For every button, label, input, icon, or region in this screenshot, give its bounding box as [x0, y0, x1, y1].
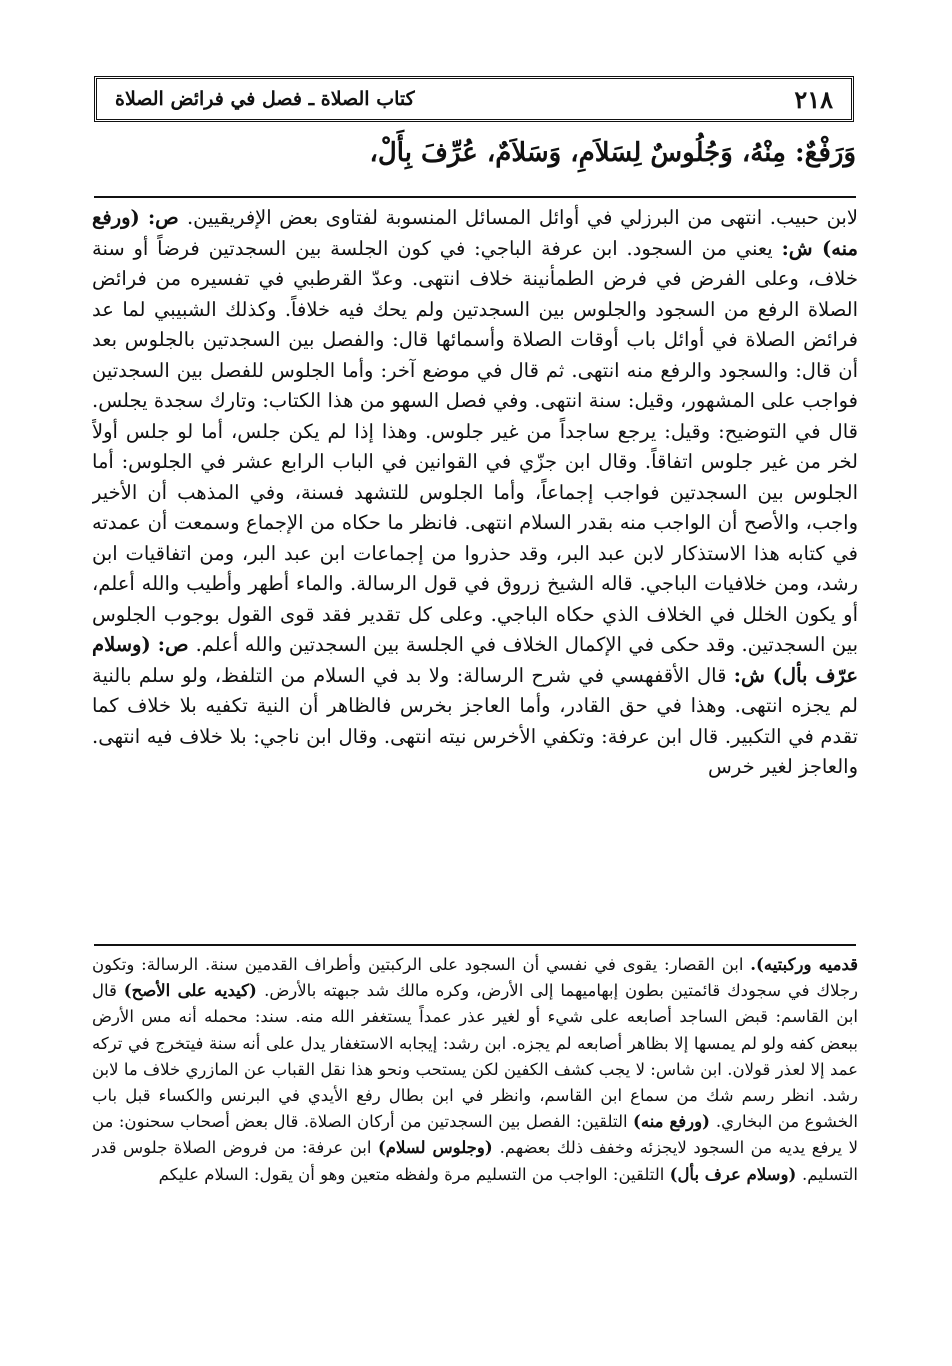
footnote-text: ابن عرفة: من فروض الصلاة جلوس قدر التسليم.	[92, 1138, 858, 1184]
footnote-heading: (ورفع منه)	[633, 1112, 716, 1132]
footnote-rule-divider	[94, 944, 856, 946]
footnote-paragraph	[92, 952, 858, 1188]
footnote-text: التلقين: الواجب من التسليم مرة ولفظه متعين وهو أن يقول: السلام عليكم	[158, 1164, 670, 1184]
footnotes	[92, 952, 858, 1342]
footnote-heading: (كيديه على الأصح)	[123, 981, 265, 1001]
commentary-paragraph	[92, 203, 858, 783]
footnote-text: ابن القصار: يقوى في نفسي أن السجود على الركبتين وأطراف القدمين سنة. الرسالة: وتكون رجلاك في سجودك قائمتين بطون إبهاميهما إلى الأرض، وكره مالك شد جبهته بالأرض.	[92, 955, 858, 1001]
footnote-heading: قدميه وركبتيه).	[750, 955, 858, 974]
top-rule-divider	[94, 196, 856, 198]
page-header	[94, 76, 854, 122]
running-title: كتاب الصلاة ـ فصل في فرائض الصلاة	[115, 88, 415, 110]
commentary-text: قال الأقفهسي في شرح الرسالة: ولا بد في السلام من التلفظ، ولو سلم بالنية لم يجزه انتهى. وهذا في حق القادر، وأما العاجز بخرس فالظاهر أن النية تكفيه بلا خلاف كما تقدم في التكبير. قال ابن عرفة: وتكفي الأخرس نيته انتهى. وقال ابن ناجي: بلا خلاف فيه انتهى. والعاجز لغير خرس	[92, 663, 858, 778]
page-number: ٢١٨	[794, 84, 833, 114]
commentary-text: يعني من السجود. ابن عرفة الباجي: في كون الجلسة بين السجدتين فرضاً أو سنة خلاف، وعلى الفرض في فرض الطمأنينة خلاف انتهى. وعدّ القرطبي في تفسيره من فرائض الصلاة الرفع من السجود والجلوس بين السجدتين ولم يحك فيه خلافاً. وكذلك الشبيبي لما عد فرائض الصلاة في أوائل باب أوقات الصلاة وأسمائها قال: والفصل بين السجدتين بالجلوس بعد أن قال: والسجود والرفع منه انتهى. ثم قال في موضع آخر: وأما الجلوس للفصل بين السجدتين فواجب على المشهور، وقيل: سنة انتهى. وفي فصل السهو من هذا الكتاب: وتارك سجدة يجلس. قال في التوضيح: وقيل: يرجع ساجداً من غير جلوس. وهذا إذا لم يكن جلس، أما لو جلس أولاً لخر من غير جلوس اتفاقاً. وقال ابن جزّي في القوانين في الباب الرابع عشر في الجلوس: أما الجلوس بين السجدتين فواجب إجماعاً، وأما الجلوس للتشهد فسنة، وفي المذهب أن الأخير واجب، والأصح أن الواجب منه بقدر السلام انتهى. فانظر ما حكاه من الإجماع وسمعت أن عمدته في كتابه هذا الاستذكار لابن عبد البر، وقد حذروا من إجماعات ابن عبد البر، ومن اتفاقيات ابن رشد، ومن خلافيات الباجي. قاله الشيخ زروق في قول الرسالة. والماء أطهر وأطيب والله أعلم، أو يكون الخلل في الخلاف الذي حكاه الباجي. وعلى كل تقدير فقد قوى القول بوجوب الجلوس بين السجدتين. وقد حكى في الإكمال الخلاف في الجلسة بين السجدتين والله أعلم.	[92, 236, 858, 656]
commentary-heading: ص: (ورفع منه) ش:	[92, 206, 858, 260]
footnote-heading: (وسلام عرف بأل)	[669, 1164, 803, 1184]
commentary-heading: ص: (وسلام عرّف بأل) ش:	[92, 633, 858, 687]
footnote-text: قال ابن القاسم: قبض الساجد أصابعه على شيء أو لغير عذر عمداً يستغفر الله منه. سند: محمله أنه مس الأرض ببعض كفه ولو لم يمسها إلا بظاهر أصابعه لم يجزه. ابن رشد: إيجابه الاستغفار يدل على أنه سنة فيتخرج في تركه عمد إلا لعذر قولان. ابن شاس: لا يجب كشف الكفين لكن يستحب ونحو هذا نقل القباب عن المازري خلاف ما لابن رشد. انظر رسم شك من سماع ابن القاسم، وانظر في ابن بطال رفع الأيدي في البرنس والكساء قبل باب الخشوع من البخاري.	[92, 981, 858, 1132]
matn-verse: وَرَفْعٌ: مِنْهُ، وَجُلُوسٌ لِسَلاَمِ، وَسَلاَمٌ، عُرِّفَ بِأَلْ،	[369, 138, 856, 168]
commentary-text: لابن حبيب. انتهى من البرزلي في أوائل المسائل المنسوبة لفتاوى بعض الإفريقيين.	[186, 206, 858, 229]
commentary-body	[92, 203, 858, 923]
footnote-heading: (وجلوس لسلام)	[377, 1138, 500, 1158]
footnote-text: التلقين: الفصل بين السجدتين من أركان الصلاة. قال بعض أصحاب سحنون: من لا يرفع يديه من السجود لايجزئه وخفف ذلك بعضهم.	[92, 1112, 858, 1158]
